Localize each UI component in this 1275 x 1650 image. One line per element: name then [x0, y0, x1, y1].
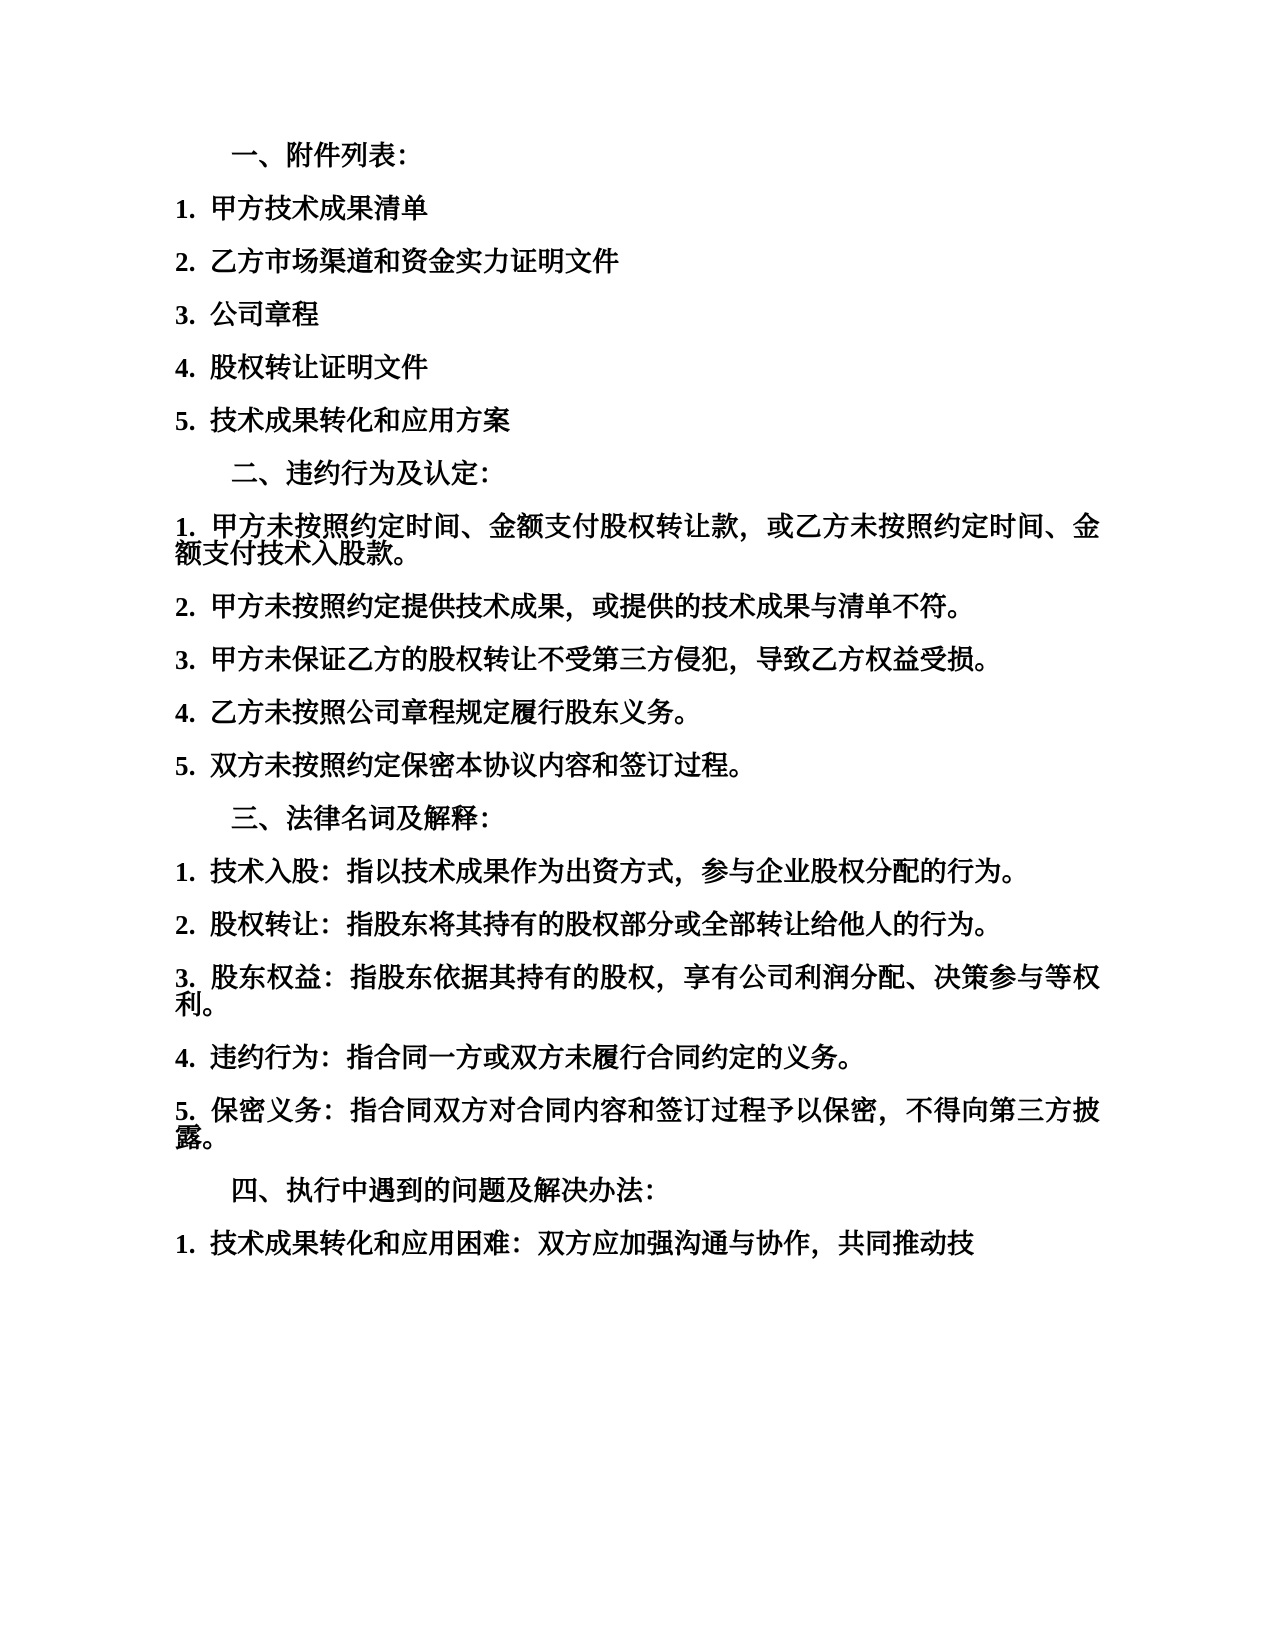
list-item [175, 687, 1100, 740]
list-item-number: 4. [175, 353, 196, 383]
list-item-number: 5. [175, 406, 196, 436]
list-item [175, 1032, 1100, 1085]
list-item-number: 3. [175, 645, 196, 675]
list-item [175, 634, 1100, 687]
list-item-text: 乙方市场渠道和资金实力证明文件 [209, 247, 620, 277]
list-item-text: 双方未按照约定保密本协议内容和签订过程。 [209, 751, 756, 781]
document-body [175, 130, 1100, 1271]
list-item [175, 1085, 1100, 1165]
list-item-number: 2. [175, 247, 196, 277]
list-item-text: 技术成果转化和应用困难：双方应加强沟通与协作，共同推动技 [209, 1229, 975, 1259]
list-item-number: 4. [175, 1043, 196, 1073]
section-heading: 一、附件列表： [231, 141, 424, 171]
list-item [175, 740, 1100, 793]
list-item-number: 1. [175, 194, 196, 224]
list-item-number: 4. [175, 698, 196, 728]
list-item [175, 236, 1100, 289]
list-item [175, 289, 1100, 342]
list-item-number: 1. [175, 1229, 196, 1259]
list-item [175, 395, 1100, 448]
list-item-text: 公司章程 [209, 300, 320, 330]
list-item-number: 1. [175, 512, 196, 542]
list-item-text: 技术入股：指以技术成果作为出资方式，参与企业股权分配的行为。 [209, 857, 1029, 887]
list-item-text: 保密义务：指合同双方对合同内容和签订过程予以保密，不得向第三方披露。 [175, 1096, 1100, 1153]
section-heading: 三、法律名词及解释： [231, 804, 506, 834]
list-item-number: 2. [175, 910, 196, 940]
list-item-text: 乙方未按照公司章程规定履行股东义务。 [209, 698, 702, 728]
list-item [175, 581, 1100, 634]
list-item-number: 3. [175, 963, 196, 993]
list-item-text: 技术成果转化和应用方案 [209, 406, 511, 436]
list-item-text: 股权转让证明文件 [209, 353, 429, 383]
list-item-text: 甲方未保证乙方的股权转让不受第三方侵犯，导致乙方权益受损。 [209, 645, 1002, 675]
list-item [175, 846, 1100, 899]
list-item-text: 违约行为：指合同一方或双方未履行合同约定的义务。 [209, 1043, 866, 1073]
section-heading: 四、执行中遇到的问题及解决办法： [231, 1176, 671, 1206]
list-item [175, 952, 1100, 1032]
list-item [175, 899, 1100, 952]
list-item [175, 501, 1100, 581]
list-item-text: 甲方技术成果清单 [209, 194, 429, 224]
list-item-number: 5. [175, 1096, 196, 1126]
list-item [175, 342, 1100, 395]
list-item-number: 1. [175, 857, 196, 887]
section-heading: 二、违约行为及认定： [231, 459, 506, 489]
list-item [175, 183, 1100, 236]
list-item-number: 2. [175, 592, 196, 622]
list-item-text: 甲方未按照约定时间、金额支付股权转让款，或乙方未按照约定时间、金额支付技术入股款。 [175, 512, 1100, 569]
list-item-text: 股东权益：指股东依据其持有的股权，享有公司利润分配、决策参与等权利。 [175, 963, 1100, 1020]
list-item-number: 3. [175, 300, 196, 330]
list-item-text: 股权转让：指股东将其持有的股权部分或全部转让给他人的行为。 [209, 910, 1002, 940]
list-item-text: 甲方未按照约定提供技术成果，或提供的技术成果与清单不符。 [209, 592, 975, 622]
list-item [175, 1218, 1100, 1271]
list-item-number: 5. [175, 751, 196, 781]
